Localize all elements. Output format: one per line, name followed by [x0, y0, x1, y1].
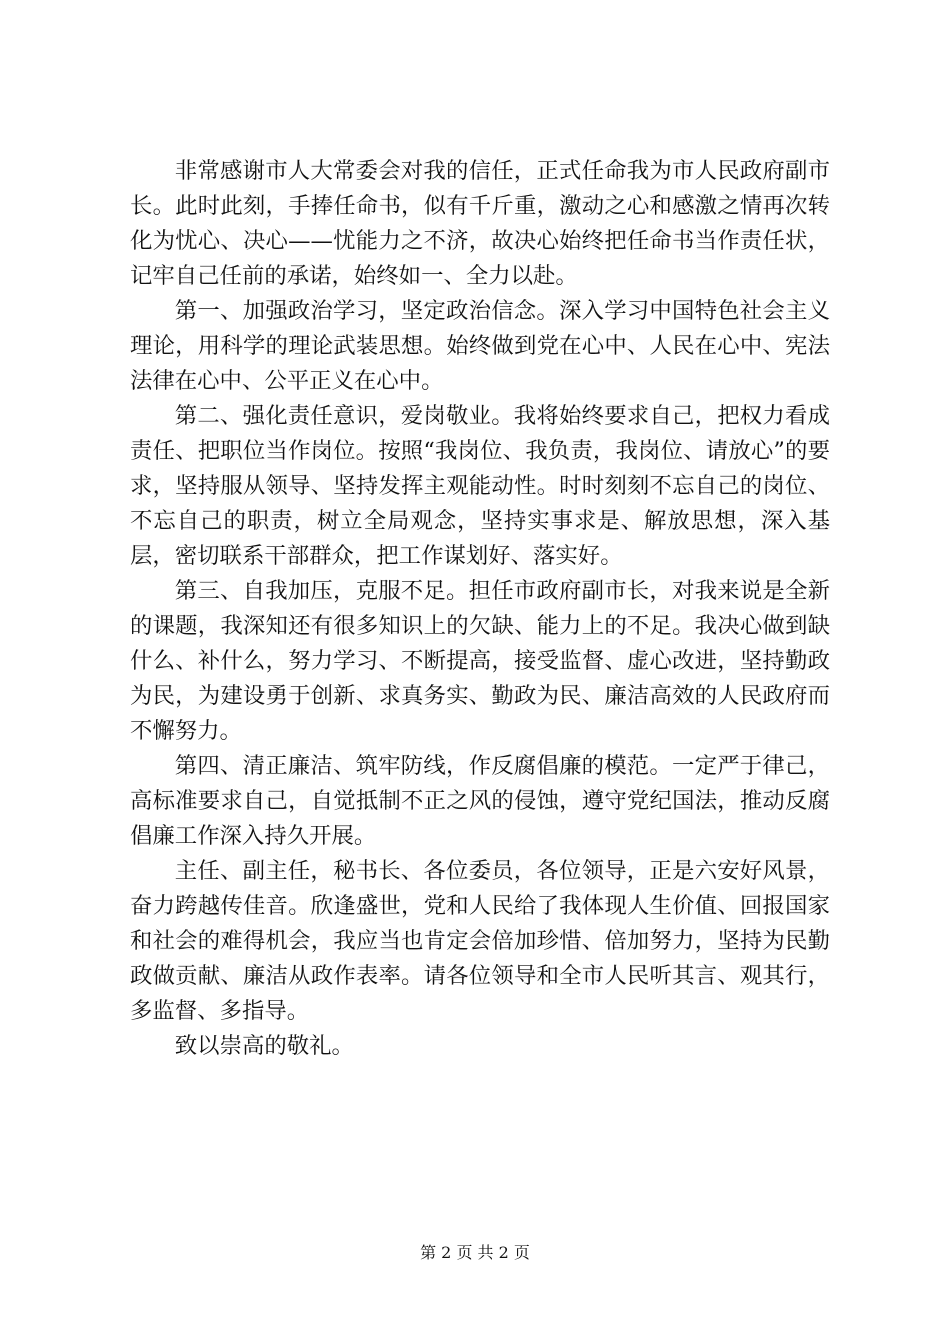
- paragraph-point-three: 第三、自我加压，克服不足。担任市政府副市长，对我来说是全新的课题，我深知还有很多知识上的欠缺、能力上的不足。我决心做到缺什么、补什么，努力学习、不断提高，接受监督、虚心改进，坚持勤政为民，为建设勇于创新、求真务实、勤政为民、廉洁高效的人民政府而不懈努力。: [130, 578, 830, 744]
- paragraph-point-one: 第一、加强政治学习，坚定政治信念。深入学习中国特色社会主义理论，用科学的理论武装思想。始终做到党在心中、人民在心中、宪法法律在心中、公平正义在心中。: [130, 298, 830, 394]
- paragraph-closing: 主任、副主任，秘书长、各位委员，各位领导，正是六安好风景，奋力跨越传佳音。欣逢盛世，党和人民给了我体现人生价值、回报国家和社会的难得机会，我应当也肯定会倍加珍惜、倍加努力，坚持为民勤政做贡献、廉洁从政作表率。请各位领导和全市人民听其言、观其行，多监督、多指导。: [130, 858, 830, 1024]
- paragraph-point-two: 第二、强化责任意识，爱岗敬业。我将始终要求自己，把权力看成责任、把职位当作岗位。按照“我岗位、我负责，我岗位、请放心”的要求，坚持服从领导、坚持发挥主观能动性。时时刻刻不忘自己的岗位、不忘自己的职责，树立全局观念，坚持实事求是、解放思想，深入基层，密切联系干部群众，把工作谋划好、落实好。: [130, 403, 830, 569]
- paragraph-salutation: 致以崇高的敬礼。: [174, 1033, 354, 1059]
- paragraph-intro: 非常感谢市人大常委会对我的信任，正式任命我为市人民政府副市长。此时此刻，手捧任命书，似有千斤重，激动之心和感激之情再次转化为忧心、决心——忧能力之不济，故决心始终把任命书当作责任状，记牢自己任前的承诺，始终如一、全力以赴。: [130, 158, 830, 289]
- paragraph-point-four: 第四、清正廉洁、筑牢防线，作反腐倡廉的模范。一定严于律己，高标准要求自己，自觉抵制不正之风的侵蚀，遵守党纪国法，推动反腐倡廉工作深入持久开展。: [130, 753, 830, 849]
- page-number-label: 第 2 页 共 2 页: [420, 1243, 530, 1262]
- page-footer: [0, 1243, 950, 1263]
- document-body: [130, 154, 830, 1064]
